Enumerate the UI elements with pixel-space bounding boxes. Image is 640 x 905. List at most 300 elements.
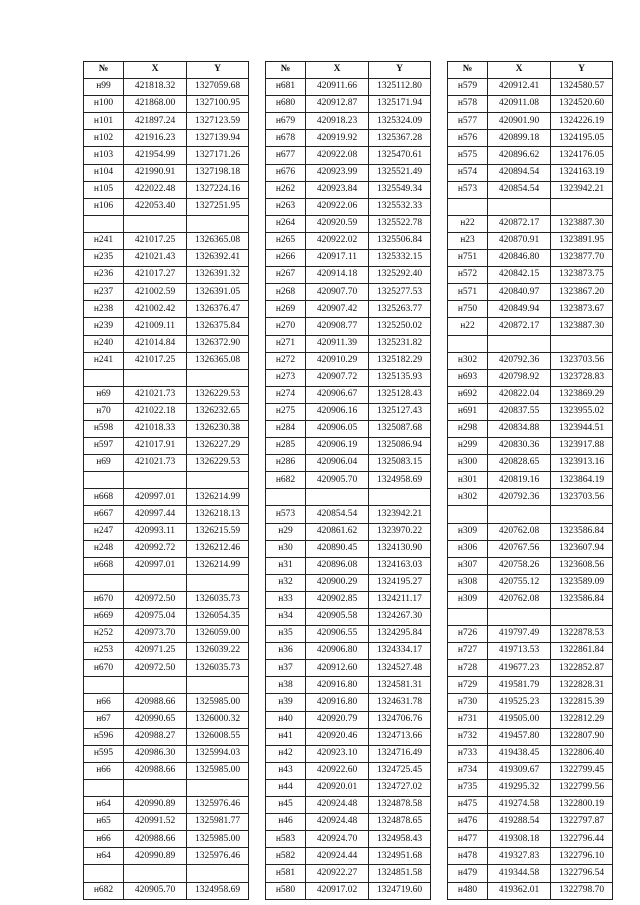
y-coordinate-cell: 1322812.29: [551, 711, 613, 728]
y-coordinate-cell: 1326214.99: [187, 557, 249, 574]
x-coordinate-cell: 420830.36: [488, 438, 551, 455]
x-coordinate-cell: 421954.99: [124, 147, 187, 164]
table-row: [84, 557, 249, 574]
table-row: [448, 882, 613, 899]
x-coordinate-cell: 420911.66: [306, 79, 369, 96]
point-number-cell: н727: [448, 643, 488, 660]
point-number-cell: н307: [448, 557, 488, 574]
x-coordinate-cell: 420910.29: [306, 352, 369, 369]
y-coordinate-cell: 1325506.84: [369, 232, 431, 249]
point-number-cell: н253: [84, 643, 124, 660]
point-number-cell: н595: [84, 745, 124, 762]
y-coordinate-cell: 1326035.73: [187, 660, 249, 677]
y-coordinate-cell: 1322861.84: [551, 643, 613, 660]
y-coordinate-cell: 1322806.40: [551, 745, 613, 762]
table-row: [84, 318, 249, 335]
table-row: [266, 540, 431, 557]
table-row: [448, 711, 613, 728]
point-number-cell: н735: [448, 779, 488, 796]
x-coordinate-cell: 420997.01: [124, 557, 187, 574]
table-row: [266, 489, 431, 506]
x-coordinate-cell: 420924.70: [306, 831, 369, 848]
header-row: [266, 62, 431, 79]
y-coordinate-cell: 1327123.59: [187, 113, 249, 130]
table-row: [266, 181, 431, 198]
y-coordinate-cell: 1325182.29: [369, 352, 431, 369]
table-row: [448, 848, 613, 865]
point-number-cell: н285: [266, 438, 306, 455]
x-coordinate-cell: 419581.79: [488, 677, 551, 694]
y-coordinate-cell: 1325522.78: [369, 215, 431, 232]
table-row: [84, 574, 249, 591]
y-coordinate-cell: 1325521.49: [369, 164, 431, 181]
y-coordinate-cell: 1324163.19: [551, 164, 613, 181]
table-row: [84, 352, 249, 369]
y-coordinate-cell: 1324580.57: [551, 79, 613, 96]
table-row: [84, 147, 249, 164]
point-number-cell: н69: [84, 386, 124, 403]
y-coordinate-cell: 1325985.00: [187, 762, 249, 779]
point-number-cell: н680: [266, 96, 306, 113]
y-coordinate-cell: 1322796.44: [551, 831, 613, 848]
point-number-cell: н29: [266, 523, 306, 540]
point-number-cell: н241: [84, 232, 124, 249]
table-row: [448, 420, 613, 437]
x-coordinate-cell: 420917.02: [306, 882, 369, 899]
y-coordinate-cell: 1325128.43: [369, 386, 431, 403]
y-coordinate-cell: 1325112.80: [369, 79, 431, 96]
table-row: [448, 113, 613, 130]
table-row: [448, 250, 613, 267]
y-coordinate-cell: 1325292.40: [369, 267, 431, 284]
table-row: [266, 147, 431, 164]
x-coordinate-cell: 421017.25: [124, 232, 187, 249]
y-coordinate-cell: 1324716.49: [369, 745, 431, 762]
x-coordinate-cell: 420922.60: [306, 762, 369, 779]
table-row: [84, 814, 249, 831]
y-coordinate-cell: 1323942.21: [551, 181, 613, 198]
x-coordinate-cell: 420905.70: [124, 882, 187, 899]
y-coordinate-cell: 1326229.53: [187, 455, 249, 472]
y-header: Y: [369, 62, 431, 79]
x-coordinate-cell: 421017.27: [124, 267, 187, 284]
x-coordinate-cell: 420924.48: [306, 797, 369, 814]
table-row: [84, 660, 249, 677]
table-row: [84, 831, 249, 848]
point-number-cell: [84, 574, 124, 591]
y-coordinate-cell: 1323913.16: [551, 455, 613, 472]
table-row: [448, 198, 613, 215]
y-coordinate-cell: 1326059.00: [187, 626, 249, 643]
y-coordinate-cell: [551, 198, 613, 215]
y-coordinate-cell: 1324163.03: [369, 557, 431, 574]
point-number-cell: н668: [84, 557, 124, 574]
y-coordinate-cell: 1323586.84: [551, 523, 613, 540]
table-row: [448, 301, 613, 318]
y-coordinate-cell: 1327251.95: [187, 198, 249, 215]
point-number-cell: [448, 335, 488, 352]
x-coordinate-cell: 420906.67: [306, 386, 369, 403]
y-coordinate-cell: 1324706.76: [369, 711, 431, 728]
table-row: [448, 386, 613, 403]
y-coordinate-cell: 1327171.26: [187, 147, 249, 164]
table-row: [448, 626, 613, 643]
x-coordinate-cell: 420992.72: [124, 540, 187, 557]
x-coordinate-cell: 421002.59: [124, 284, 187, 301]
x-coordinate-cell: [124, 215, 187, 232]
table-row: [84, 250, 249, 267]
y-coordinate-cell: 1326000.32: [187, 711, 249, 728]
table-row: [84, 198, 249, 215]
point-number-cell: н734: [448, 762, 488, 779]
y-coordinate-cell: 1324958.69: [369, 472, 431, 489]
table-row: [266, 728, 431, 745]
table-row: [448, 694, 613, 711]
point-number-cell: н678: [266, 130, 306, 147]
table-row: [266, 438, 431, 455]
table-row: [448, 745, 613, 762]
table-row: [84, 865, 249, 882]
table-row: [266, 677, 431, 694]
point-number-cell: н274: [266, 386, 306, 403]
y-coordinate-cell: 1322798.70: [551, 882, 613, 899]
y-coordinate-cell: 1323955.02: [551, 403, 613, 420]
point-number-cell: н271: [266, 335, 306, 352]
table-row: [448, 762, 613, 779]
point-number-cell: н263: [266, 198, 306, 215]
x-coordinate-cell: 421916.23: [124, 130, 187, 147]
x-coordinate-cell: 420798.92: [488, 369, 551, 386]
table-row: [266, 711, 431, 728]
y-coordinate-cell: 1327139.94: [187, 130, 249, 147]
y-coordinate-cell: 1324851.58: [369, 865, 431, 882]
point-number-cell: н302: [448, 352, 488, 369]
point-number-cell: [448, 506, 488, 523]
point-number-cell: н669: [84, 609, 124, 626]
y-coordinate-cell: 1325231.82: [369, 335, 431, 352]
table-row: [266, 113, 431, 130]
table-row: [448, 557, 613, 574]
table-row: [84, 762, 249, 779]
point-number-cell: н597: [84, 438, 124, 455]
x-coordinate-cell: 420916.80: [306, 677, 369, 694]
table-row: [266, 335, 431, 352]
point-number-cell: н572: [448, 267, 488, 284]
x-coordinate-cell: 420872.17: [488, 215, 551, 232]
x-coordinate-cell: 420920.01: [306, 779, 369, 796]
point-number-cell: н39: [266, 694, 306, 711]
x-coordinate-cell: 420758.26: [488, 557, 551, 574]
x-coordinate-cell: 420890.45: [306, 540, 369, 557]
table-row: [448, 147, 613, 164]
x-coordinate-cell: 420896.08: [306, 557, 369, 574]
y-coordinate-cell: 1326215.59: [187, 523, 249, 540]
x-coordinate-cell: 420918.23: [306, 113, 369, 130]
table-row: [266, 506, 431, 523]
y-coordinate-cell: 1323589.09: [551, 574, 613, 591]
table-row: [266, 96, 431, 113]
table-row: [84, 797, 249, 814]
x-header: X: [306, 62, 369, 79]
x-coordinate-cell: 420997.01: [124, 489, 187, 506]
point-number-cell: н750: [448, 301, 488, 318]
table-row: [448, 96, 613, 113]
point-number-cell: н729: [448, 677, 488, 694]
y-coordinate-cell: [187, 472, 249, 489]
point-number-cell: н670: [84, 660, 124, 677]
x-coordinate-cell: 420755.12: [488, 574, 551, 591]
x-coordinate-cell: 420902.85: [306, 591, 369, 608]
x-coordinate-cell: 421990.91: [124, 164, 187, 181]
header-row: [84, 62, 249, 79]
point-number-cell: н578: [448, 96, 488, 113]
table-row: [266, 369, 431, 386]
x-coordinate-cell: 420972.50: [124, 660, 187, 677]
table-row: [266, 164, 431, 181]
y-coordinate-cell: [551, 335, 613, 352]
point-number-cell: н691: [448, 403, 488, 420]
y-coordinate-cell: 1325549.34: [369, 181, 431, 198]
y-coordinate-cell: [551, 506, 613, 523]
y-coordinate-cell: 1325127.43: [369, 403, 431, 420]
y-coordinate-cell: 1324878.58: [369, 797, 431, 814]
point-number-cell: н31: [266, 557, 306, 574]
table-row: [448, 284, 613, 301]
y-coordinate-cell: 1327198.18: [187, 164, 249, 181]
point-number-cell: н46: [266, 814, 306, 831]
point-number-cell: н730: [448, 694, 488, 711]
x-coordinate-cell: [488, 198, 551, 215]
x-coordinate-cell: 420997.44: [124, 506, 187, 523]
table-row: [448, 609, 613, 626]
point-number-cell: н100: [84, 96, 124, 113]
point-number-cell: н38: [266, 677, 306, 694]
y-coordinate-cell: 1326008.55: [187, 728, 249, 745]
coordinates-table-2: [265, 61, 431, 900]
table-row: [448, 489, 613, 506]
point-number-cell: н240: [84, 335, 124, 352]
x-coordinate-cell: 420924.48: [306, 814, 369, 831]
point-number-cell: н477: [448, 831, 488, 848]
point-number-cell: н573: [448, 181, 488, 198]
x-coordinate-cell: 420906.16: [306, 403, 369, 420]
x-coordinate-cell: 419505.00: [488, 711, 551, 728]
x-coordinate-cell: 422053.40: [124, 198, 187, 215]
y-coordinate-cell: 1322828.31: [551, 677, 613, 694]
y-coordinate-cell: 1323942.21: [369, 506, 431, 523]
x-coordinate-cell: [488, 609, 551, 626]
table-row: [266, 232, 431, 249]
y-coordinate-cell: 1325976.46: [187, 797, 249, 814]
table-row: [266, 198, 431, 215]
table-row: [84, 848, 249, 865]
x-coordinate-cell: 420828.65: [488, 455, 551, 472]
x-coordinate-cell: [488, 506, 551, 523]
y-coordinate-cell: 1325277.53: [369, 284, 431, 301]
x-coordinate-cell: 420870.91: [488, 232, 551, 249]
y-coordinate-cell: 1323728.83: [551, 369, 613, 386]
y-coordinate-cell: 1325367.28: [369, 130, 431, 147]
point-number-cell: н36: [266, 643, 306, 660]
y-coordinate-cell: 1324581.31: [369, 677, 431, 694]
point-number-cell: [84, 215, 124, 232]
table-row: [84, 403, 249, 420]
point-number-cell: н45: [266, 797, 306, 814]
table-row: [266, 250, 431, 267]
x-coordinate-cell: 421022.18: [124, 403, 187, 420]
point-number-cell: н40: [266, 711, 306, 728]
y-coordinate-cell: 1323917.88: [551, 438, 613, 455]
point-number-cell: н239: [84, 318, 124, 335]
x-coordinate-cell: 420916.80: [306, 694, 369, 711]
point-number-cell: н751: [448, 250, 488, 267]
table-row: [266, 79, 431, 96]
x-coordinate-cell: [124, 865, 187, 882]
point-number-cell: н43: [266, 762, 306, 779]
y-coordinate-cell: 1323877.70: [551, 250, 613, 267]
x-coordinate-cell: 420990.65: [124, 711, 187, 728]
point-number-cell: н66: [84, 694, 124, 711]
x-coordinate-cell: [488, 335, 551, 352]
y-header: Y: [187, 62, 249, 79]
x-coordinate-cell: 420990.89: [124, 848, 187, 865]
table-row: [448, 130, 613, 147]
point-number-cell: н64: [84, 848, 124, 865]
point-number-cell: н583: [266, 831, 306, 848]
point-number-cell: [266, 489, 306, 506]
x-coordinate-cell: 420822.04: [488, 386, 551, 403]
table-row: [448, 318, 613, 335]
x-coordinate-cell: 420922.02: [306, 232, 369, 249]
point-number-cell: н42: [266, 745, 306, 762]
table-row: [84, 284, 249, 301]
x-coordinate-cell: 420837.55: [488, 403, 551, 420]
y-coordinate-cell: 1326039.22: [187, 643, 249, 660]
y-coordinate-cell: 1322796.10: [551, 848, 613, 865]
table-row: [84, 523, 249, 540]
point-number-header: №: [448, 62, 488, 79]
point-number-cell: н22: [448, 215, 488, 232]
point-number-cell: н726: [448, 626, 488, 643]
point-number-cell: н34: [266, 609, 306, 626]
table-row: [448, 814, 613, 831]
table-row: [84, 164, 249, 181]
point-number-cell: н682: [84, 882, 124, 899]
x-coordinate-cell: 420917.11: [306, 250, 369, 267]
y-coordinate-cell: 1323887.30: [551, 318, 613, 335]
table-row: [84, 489, 249, 506]
table-row: [266, 215, 431, 232]
x-coordinate-cell: 420872.17: [488, 318, 551, 335]
x-coordinate-cell: 419457.80: [488, 728, 551, 745]
point-number-cell: н66: [84, 762, 124, 779]
point-number-cell: н273: [266, 369, 306, 386]
x-coordinate-cell: 421021.43: [124, 250, 187, 267]
point-number-cell: н670: [84, 591, 124, 608]
table-row: [448, 232, 613, 249]
point-number-cell: н101: [84, 113, 124, 130]
table-row: [266, 318, 431, 335]
point-number-cell: н732: [448, 728, 488, 745]
y-coordinate-cell: 1322799.45: [551, 762, 613, 779]
point-number-cell: н252: [84, 626, 124, 643]
x-coordinate-cell: 419525.23: [488, 694, 551, 711]
x-coordinate-cell: 420906.80: [306, 643, 369, 660]
point-number-cell: н581: [266, 865, 306, 882]
y-coordinate-cell: 1323867.20: [551, 284, 613, 301]
x-coordinate-cell: 420923.84: [306, 181, 369, 198]
y-coordinate-cell: 1326391.05: [187, 284, 249, 301]
table-row: [266, 762, 431, 779]
x-header: X: [488, 62, 551, 79]
y-coordinate-cell: 1325086.94: [369, 438, 431, 455]
y-coordinate-cell: 1325135.93: [369, 369, 431, 386]
x-coordinate-cell: 422022.48: [124, 181, 187, 198]
x-coordinate-cell: 420861.62: [306, 523, 369, 540]
y-coordinate-cell: 1325083.15: [369, 455, 431, 472]
x-coordinate-cell: 420972.50: [124, 591, 187, 608]
y-coordinate-cell: 1326214.99: [187, 489, 249, 506]
x-coordinate-cell: [124, 779, 187, 796]
y-coordinate-cell: [187, 865, 249, 882]
point-number-cell: н270: [266, 318, 306, 335]
x-coordinate-cell: [124, 574, 187, 591]
table-row: [266, 882, 431, 899]
table-row: [448, 472, 613, 489]
table-row: [266, 386, 431, 403]
point-number-cell: н272: [266, 352, 306, 369]
table-row: [448, 643, 613, 660]
point-number-cell: н667: [84, 506, 124, 523]
y-coordinate-cell: 1325470.61: [369, 147, 431, 164]
x-coordinate-cell: 419344.58: [488, 865, 551, 882]
table-row: [84, 438, 249, 455]
table-row: [448, 797, 613, 814]
table-row: [266, 301, 431, 318]
point-number-cell: н266: [266, 250, 306, 267]
point-number-cell: н308: [448, 574, 488, 591]
y-coordinate-cell: 1325981.77: [187, 814, 249, 831]
point-number-cell: н479: [448, 865, 488, 882]
point-number-cell: н264: [266, 215, 306, 232]
x-coordinate-cell: 420905.58: [306, 609, 369, 626]
x-coordinate-cell: 419677.23: [488, 660, 551, 677]
table-row: [448, 506, 613, 523]
x-coordinate-cell: 420975.04: [124, 609, 187, 626]
point-number-cell: н681: [266, 79, 306, 96]
table-row: [84, 335, 249, 352]
point-number-cell: н269: [266, 301, 306, 318]
point-number-cell: [448, 198, 488, 215]
x-coordinate-cell: 420920.59: [306, 215, 369, 232]
x-coordinate-cell: 419274.58: [488, 797, 551, 814]
x-coordinate-cell: 420922.27: [306, 865, 369, 882]
point-number-cell: н728: [448, 660, 488, 677]
table-row: [266, 660, 431, 677]
point-number-cell: н105: [84, 181, 124, 198]
point-number-cell: н247: [84, 523, 124, 540]
table-row: [448, 523, 613, 540]
x-coordinate-cell: 421002.42: [124, 301, 187, 318]
y-coordinate-cell: 1324727.02: [369, 779, 431, 796]
point-number-cell: н35: [266, 626, 306, 643]
table-row: [266, 574, 431, 591]
point-number-cell: н23: [448, 232, 488, 249]
x-coordinate-cell: 420988.66: [124, 762, 187, 779]
table-row: [84, 540, 249, 557]
point-number-cell: н309: [448, 523, 488, 540]
table-row: [448, 164, 613, 181]
